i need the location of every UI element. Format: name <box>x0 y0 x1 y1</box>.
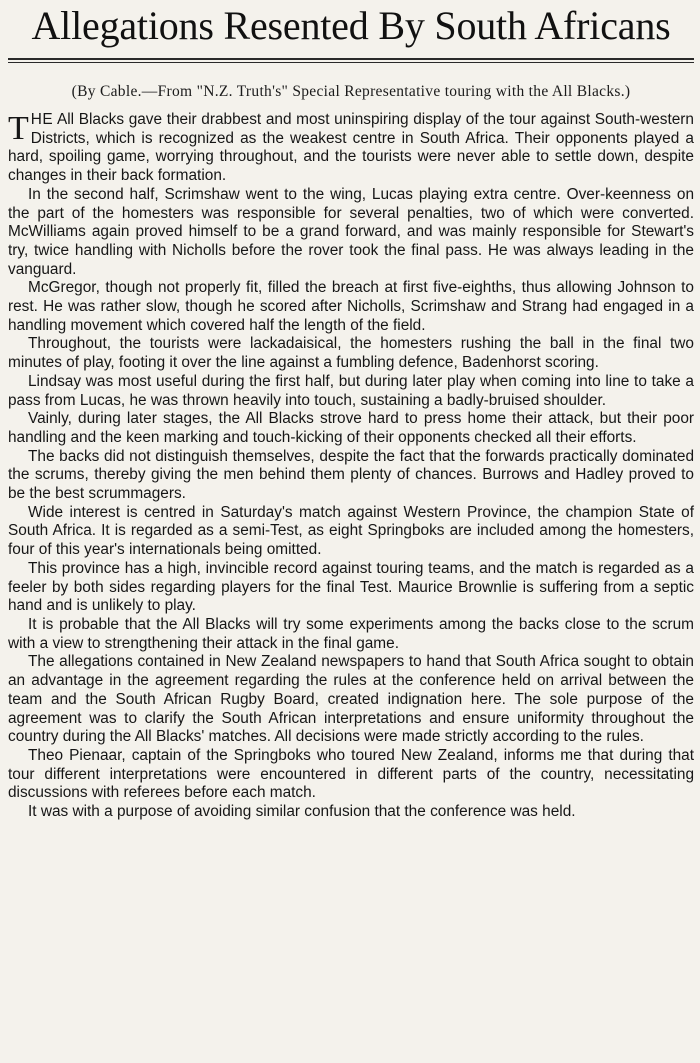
paragraph: This province has a high, invincible record against touring teams, and the match is regarded as a feeler by both sides regarding players for the final Test. Maurice Brownlie is suffering from a septic hand and is unlikely to play. <box>8 559 694 615</box>
paragraph: Wide interest is centred in Saturday's match against Western Province, the champion State of South Africa. It is regarded as a semi-Test, as eight Springboks are included among the homesters, four of this year's internationals being omitted. <box>8 503 694 559</box>
paragraph: Throughout, the tourists were lackadaisical, the homesters rushing the ball in the final two minutes of play, footing it over the line against a fumbling defence, Badenhorst scoring. <box>8 335 694 372</box>
lead-paragraph <box>8 111 694 186</box>
lead-first-word: HE <box>30 111 54 128</box>
paragraph: In the second half, Scrimshaw went to the wing, Lucas playing extra centre. Over-keenness on the part of the homesters was responsible for several penalties, two of which were converted. McWilliams again proved himself to be a grand forward, and was mainly responsible for Stewart's try, twice handling with Nicholls before the rover took the final pass. He was always leading in the vanguard. <box>8 185 694 278</box>
paragraph: It is probable that the All Blacks will try some experiments among the backs close to the scrum with a view to strengthening their attack in the final game. <box>8 615 694 652</box>
lead-text: All Blacks gave their drabbest and most uninspiring display of the tour against South-western Districts, which is recognized as the weakest centre in South Africa. Their opponents played a hard, spoiling game, worrying throughout, and the tourists were never able to settle down, despite changes in their back formation. <box>8 111 694 185</box>
paragraph: Lindsay was most useful during the first half, but during later play when coming into line to take a pass from Lucas, he was thrown heavily into touch, sustaining a badly-bruised shoulder. <box>8 372 694 409</box>
paragraph: The allegations contained in New Zealand newspapers to hand that South Africa sought to obtain an advantage in the agreement regarding the rules at the conference held on arrival between the team and the South African Rugby Board, created indignation here. The sole purpose of the agreement was to clarify the South African interpretations and ensure uniformity throughout the country during the All Blacks' matches. All decisions were made strictly according to the rules. <box>8 653 694 746</box>
paragraph: The backs did not distinguish themselves, despite the fact that the forwards practically dominated the scrums, thereby giving the men behind them plenty of chances. Burrows and Hadley proved to be the best scrummagers. <box>8 447 694 503</box>
headline-rule <box>8 58 694 63</box>
paragraph: Theo Pienaar, captain of the Springboks who toured New Zealand, informs me that during that tour different interpretations were encountered in different parts of the country, necessitating discussions with referees before each match. <box>8 746 694 802</box>
drop-cap: T <box>8 110 29 147</box>
paragraph: McGregor, though not properly fit, filled the breach at first five-eighths, thus allowing Johnson to rest. He was rather slow, though he scored after Nicholls, Scrimshaw and Strang had engaged in a handling movement which covered half the length of the field. <box>8 279 694 334</box>
headline: Allegations Resented By South Africans <box>31 3 671 48</box>
article-body <box>8 111 694 822</box>
paragraph: Vainly, during later stages, the All Blacks strove hard to press home their attack, but their poor handling and the keen marking and touch-kicking of their opponents checked all their efforts. <box>8 410 694 446</box>
paragraph: It was with a purpose of avoiding similar confusion that the conference was held. <box>28 803 576 821</box>
byline: (By Cable.—From "N.Z. Truth's" Special Representative touring with the All Blacks.) <box>71 83 631 100</box>
